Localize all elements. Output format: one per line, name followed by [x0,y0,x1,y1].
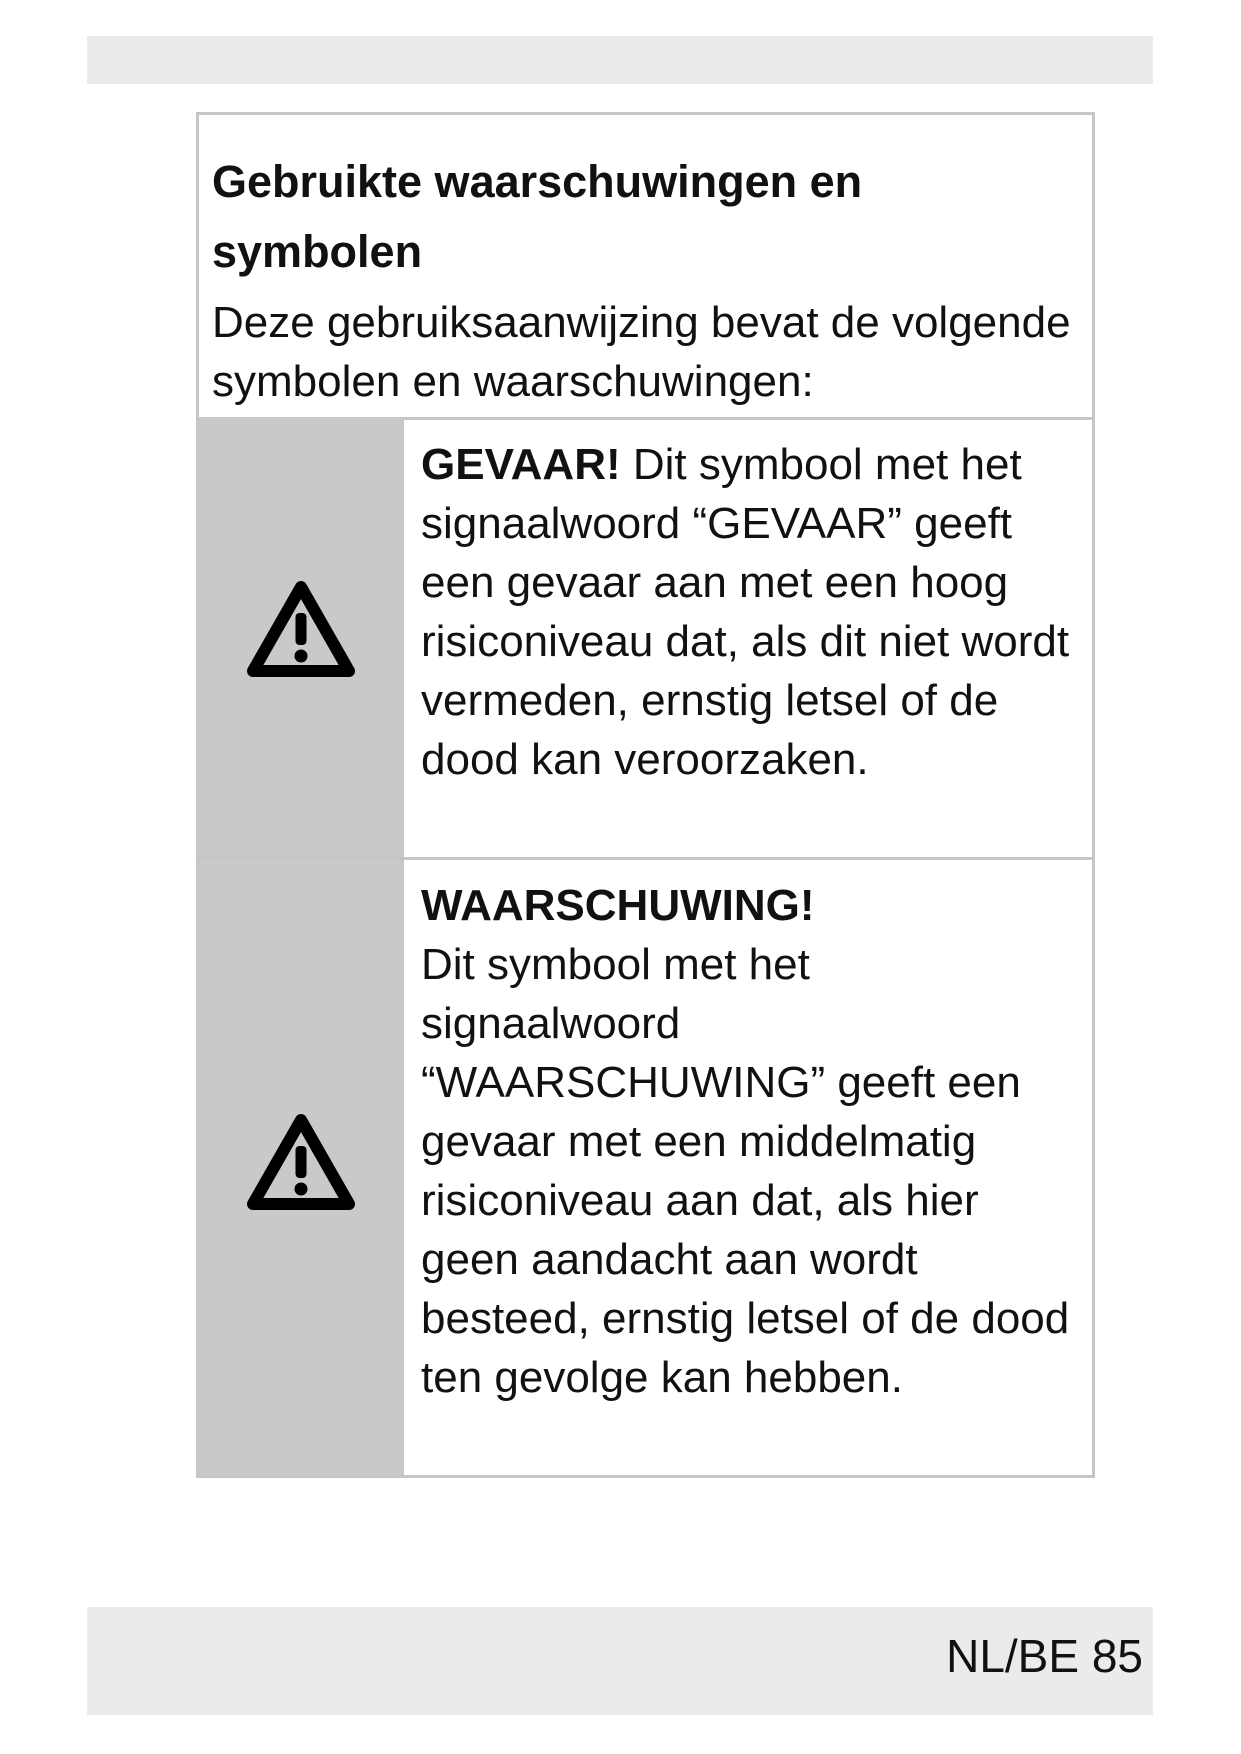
page-number: NL/BE 85 [946,1630,1143,1682]
warning-text: Dit symbool met het signaalwoord “WAARSCHUWING” geeft een gevaar met een middelmatig risiconiveau aan dat, als hier geen aandacht aan wordt besteed, ernstig letsel of de dood ten gevolge kan hebben. [421,940,1070,1402]
warning-triangle-icon [246,579,356,679]
warnings-table [196,112,1095,1478]
signal-word-danger: GEVAAR! [421,440,621,489]
warning-description [421,876,1076,1407]
danger-text: Dit symbool met het signaalwoord “GEVAAR” geeft een gevaar aan met een hoog risiconiveau dat, als dit niet wordt vermeden, ernstig letsel of de dood kan veroorzaken. [421,440,1070,784]
warning-row [199,860,1092,1475]
section-intro: Deze gebruiksaanwijzing bevat de volgende symbolen en waarschuwingen: [212,298,1071,406]
danger-description [421,435,1076,789]
section-title: Gebruikte waarschuwingen en symbolen [212,156,863,277]
signal-word-warning: WAARSCHUWING! [421,881,815,930]
warning-triangle-icon [246,1112,356,1212]
page-header-band [87,36,1153,84]
symbol-cell [199,860,404,1475]
symbol-cell [199,417,404,857]
table-header-cell [199,115,1092,420]
danger-row [199,417,1092,860]
